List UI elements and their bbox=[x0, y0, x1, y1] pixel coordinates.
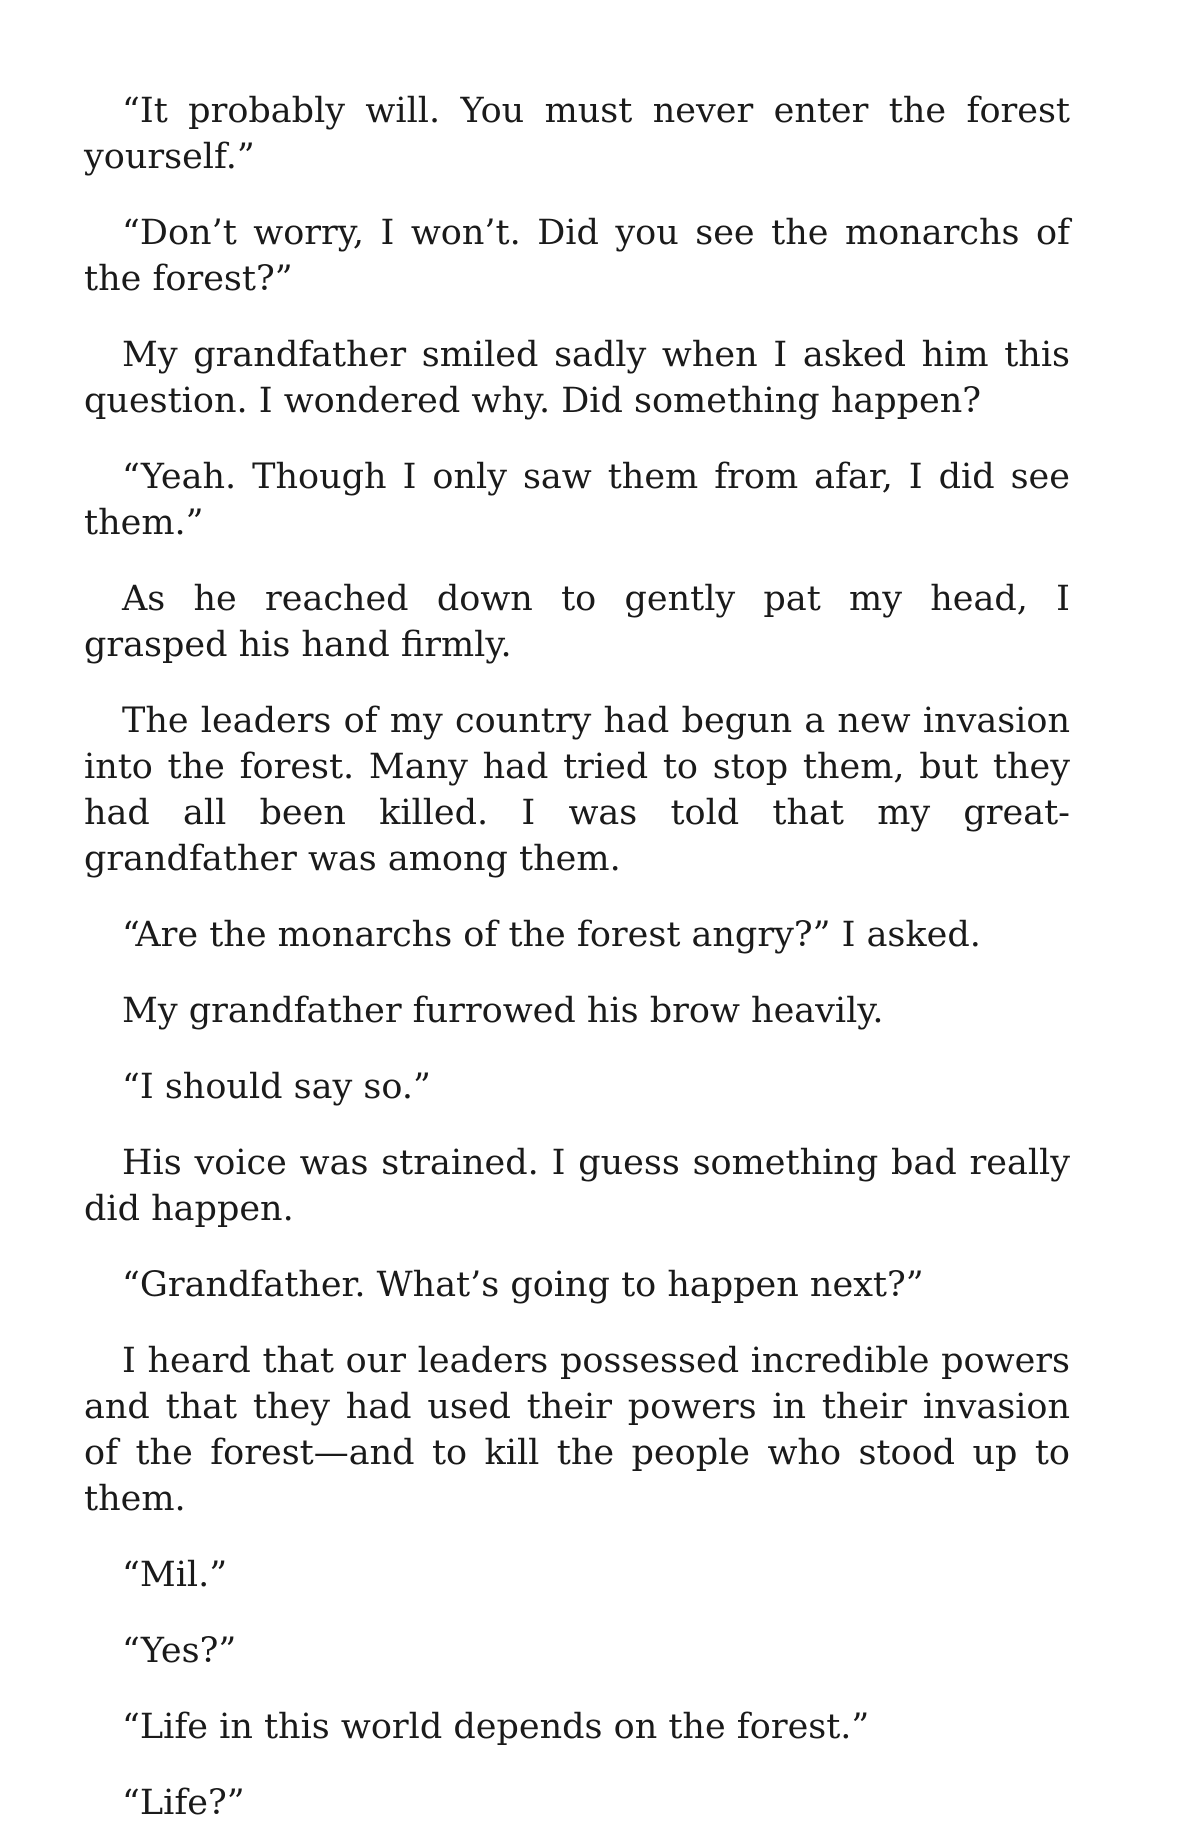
paragraph: “Yes?” bbox=[122, 1631, 237, 1671]
paragraph: “I should say so.” bbox=[122, 1067, 431, 1107]
paragraph: The leaders of my country had begun a new invasion into the forest. Many had tried to stop them, but they had all been killed. I was told that my great-grandfather was among them. bbox=[84, 701, 1070, 879]
paragraph: “Don’t worry, I won’t. Did you see the monarchs of the forest?” bbox=[84, 213, 1070, 299]
paragraph: “It probably will. You must never enter the forest yourself.” bbox=[84, 91, 1070, 177]
paragraph: As he reached down to gently pat my head, I grasped his hand firmly. bbox=[84, 579, 1070, 665]
page-text bbox=[84, 88, 1070, 1826]
paragraph: His voice was strained. I guess something bad really did happen. bbox=[84, 1143, 1070, 1229]
paragraph: “Grandfather. What’s going to happen next?” bbox=[122, 1265, 924, 1305]
paragraph: My grandfather furrowed his brow heavily. bbox=[122, 991, 884, 1031]
paragraph: “Are the monarchs of the forest angry?” I asked. bbox=[122, 915, 981, 955]
paragraph: “Mil.” bbox=[122, 1555, 228, 1595]
paragraph: I heard that our leaders possessed incredible powers and that they had used their powers in their invasion of the forest—and to kill the people who stood up to them. bbox=[84, 1341, 1070, 1519]
paragraph: “Life in this world depends on the forest.” bbox=[122, 1707, 870, 1747]
paragraph: “Life?” bbox=[122, 1783, 245, 1823]
paragraph: “Yeah. Though I only saw them from afar, I did see them.” bbox=[84, 457, 1070, 543]
paragraph: My grandfather smiled sadly when I asked him this question. I wondered why. Did something happen? bbox=[84, 335, 1070, 421]
